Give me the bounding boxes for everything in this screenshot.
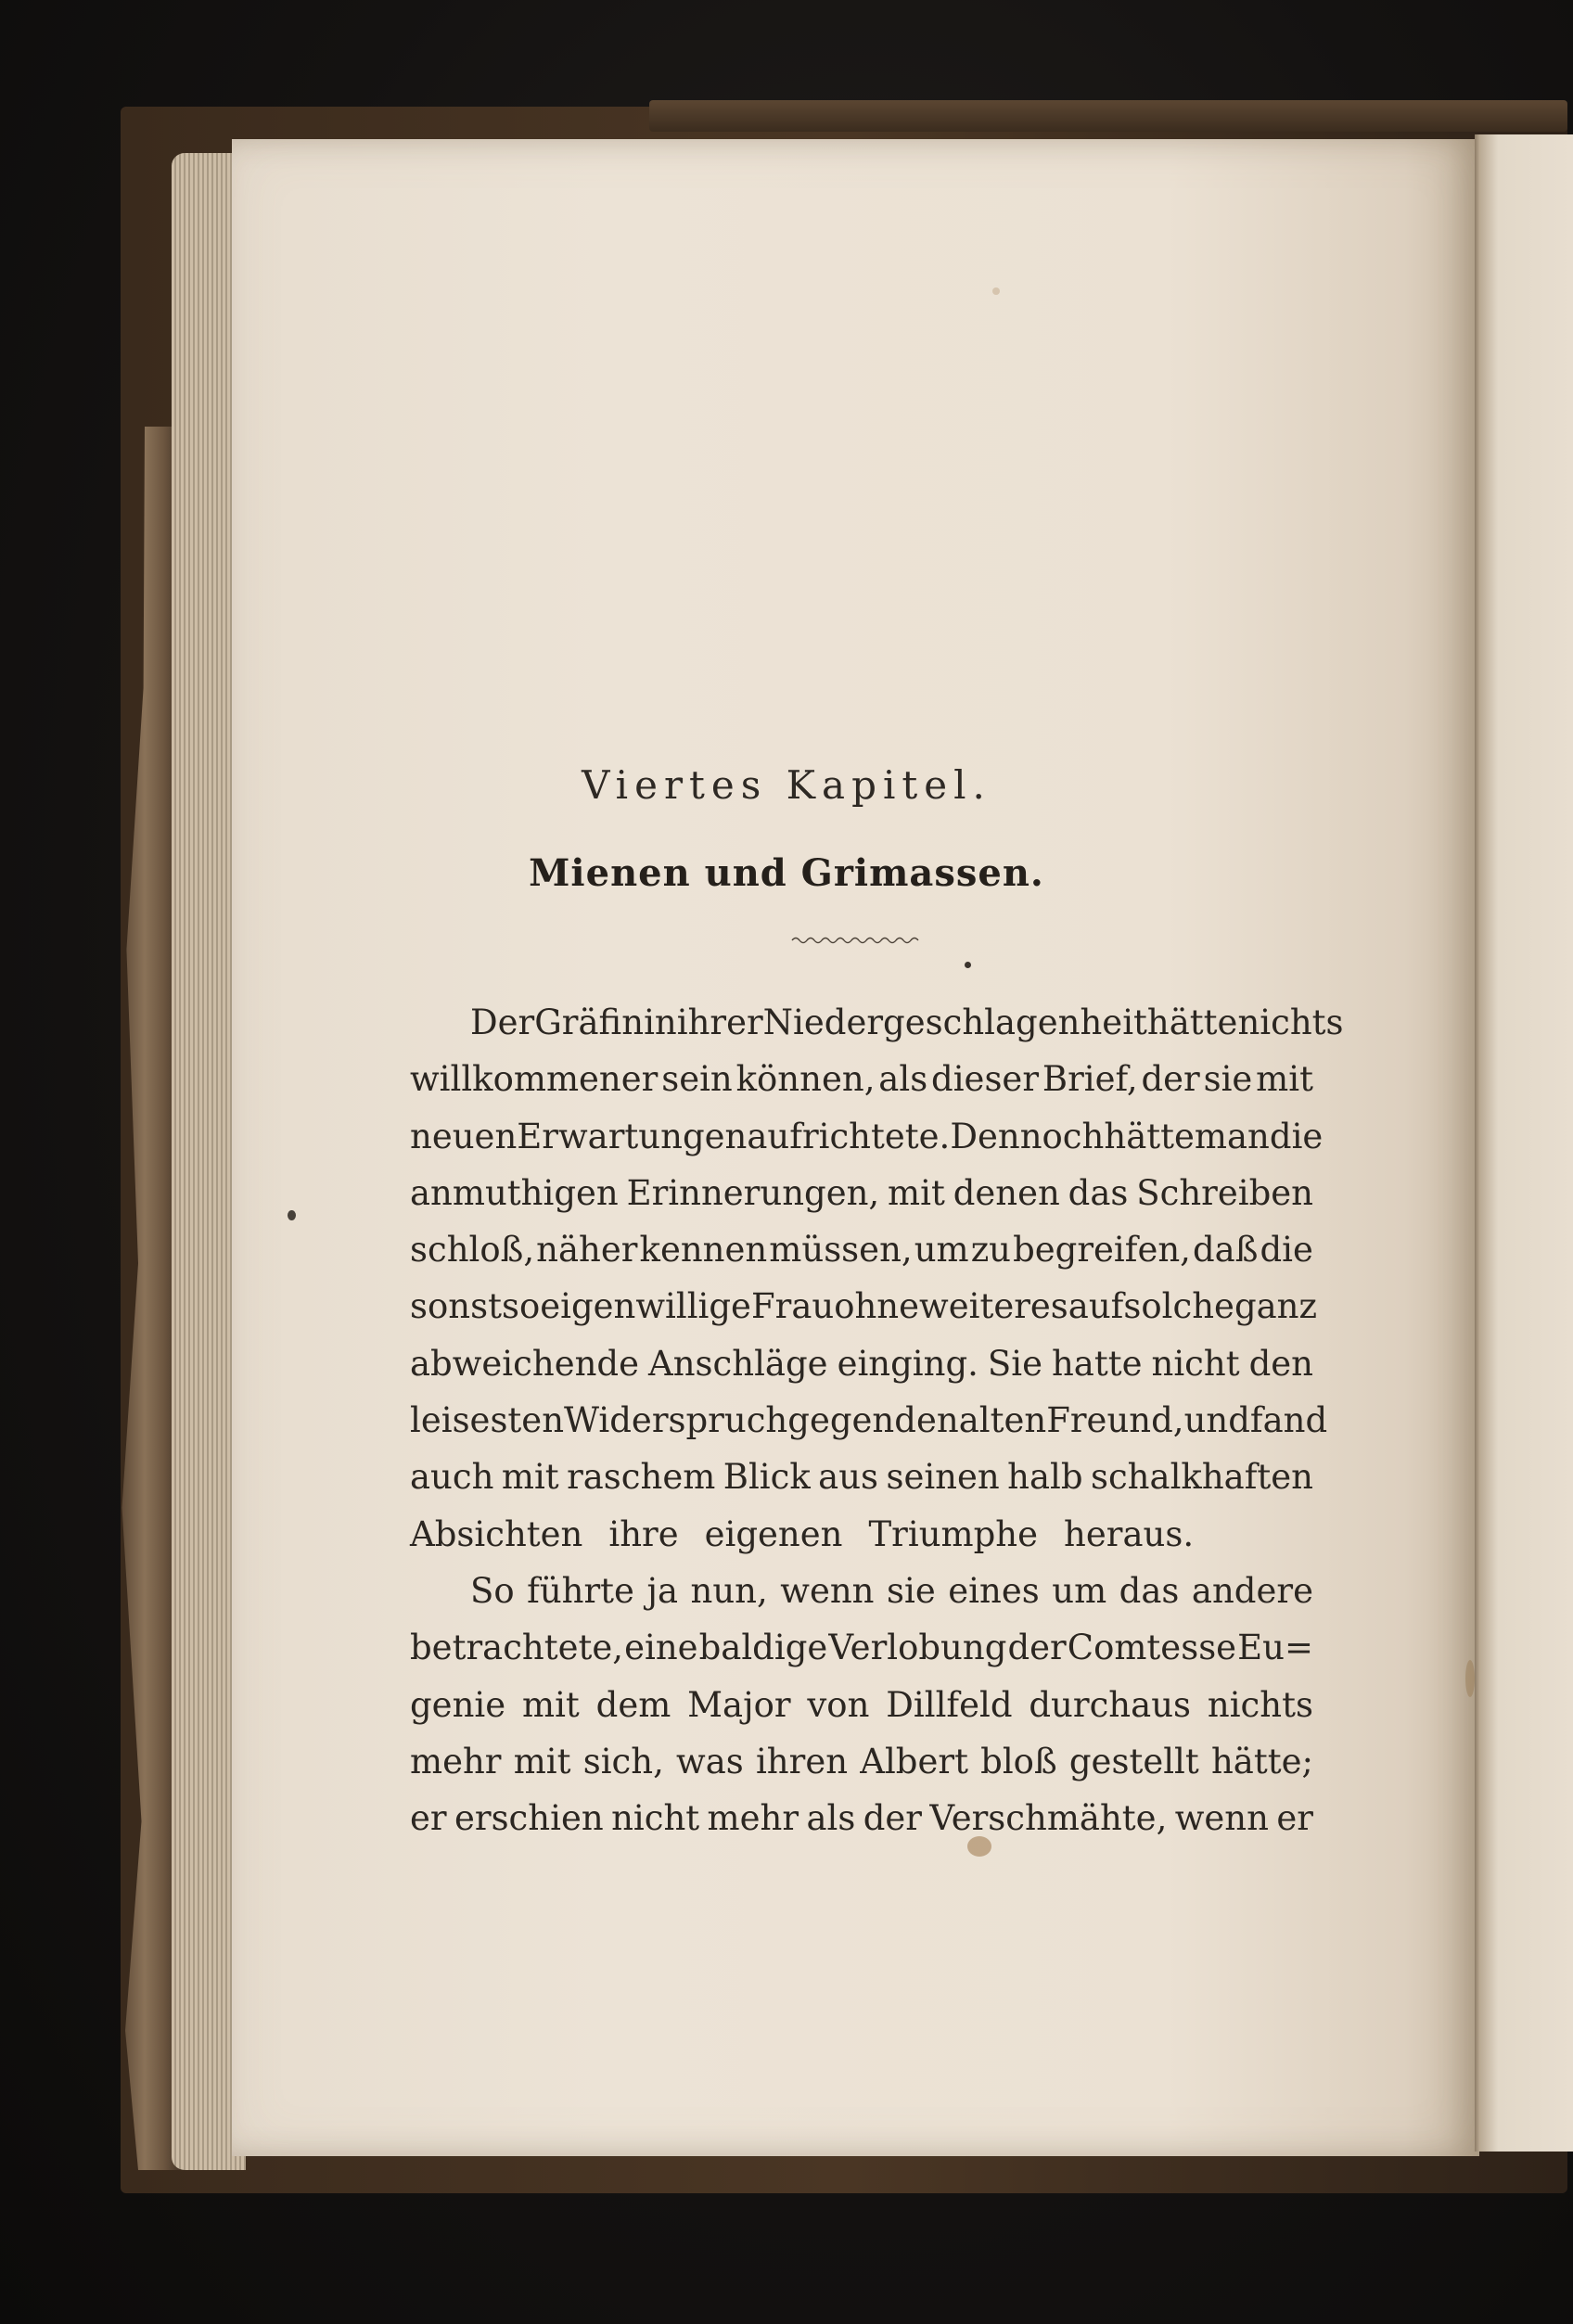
word: sich, [582,1741,664,1781]
word: er [1276,1798,1313,1839]
word: halb [1007,1457,1083,1498]
word: eigenwillige [540,1286,751,1327]
word: sie [1203,1059,1253,1100]
word: hatte [1051,1343,1143,1384]
word: durchaus [1029,1684,1192,1725]
text-line [410,1051,1313,1107]
word: Blick [723,1457,811,1498]
word: näher [536,1230,638,1271]
text-line [410,1790,1313,1846]
word: auch [410,1457,494,1498]
word: ihren [755,1741,849,1781]
word: seinen [886,1457,1000,1498]
word: mehr [707,1798,799,1839]
ink-dot [288,1210,296,1220]
word: müssen, [769,1230,913,1271]
word: aufrichtete. [747,1116,951,1156]
word: dem [595,1684,671,1725]
word: die [1260,1230,1313,1271]
word: nicht [1151,1343,1240,1384]
word: mit [888,1172,945,1213]
word: nichts [1237,1002,1344,1042]
word: eine [624,1628,698,1668]
word: Albert [860,1741,968,1781]
word: Schreiben [1136,1172,1313,1213]
word: ihrer [676,1002,763,1042]
word: bloß [980,1741,1057,1781]
word: Niedergeschlagenheit [762,1002,1147,1042]
word: Triumphe [868,1513,1039,1554]
word: Dennoch [950,1116,1105,1156]
text-line [410,1108,1324,1165]
text-line [410,1677,1313,1733]
word: Comtesse [1067,1628,1237,1668]
chapter-title: Mienen und Grimassen. [529,851,1044,895]
text-line [410,1221,1313,1278]
word: können, [735,1059,876,1100]
word: mehr [410,1741,502,1781]
word: sonst [410,1286,502,1327]
word: nichts [1207,1684,1313,1725]
word: baldige [698,1628,828,1668]
body-text [410,994,1344,1846]
word: fand [1249,1400,1328,1441]
word: abweichende [410,1343,640,1384]
word: um [914,1230,969,1271]
word: wenn [780,1570,875,1611]
word: sein [661,1059,733,1100]
word: Brief, [1042,1059,1138,1100]
word: Erinnerungen, [626,1172,880,1213]
word: so [501,1286,541,1327]
word: denen [953,1172,1060,1213]
word: mit [1256,1059,1313,1100]
word: von [807,1684,870,1725]
word: Anschläge [648,1343,828,1384]
word: der [1007,1628,1067,1668]
word: ganz [1234,1286,1318,1327]
word: erschien [454,1798,604,1839]
word: genie [410,1684,506,1725]
word: auf [1068,1286,1124,1327]
word: wenn [1174,1798,1269,1839]
word: und [1183,1400,1250,1441]
word: mit [513,1741,571,1781]
word: führte [527,1570,634,1611]
word: nun, [690,1570,768,1611]
word: raschem [567,1457,716,1498]
word: Frau [750,1286,835,1327]
word: zu [970,1230,1012,1271]
text-line [410,1392,1328,1449]
word: Verlobung [828,1628,1007,1668]
word: das [1119,1570,1180,1611]
word: gegen [787,1400,895,1441]
word: den [894,1400,959,1441]
word: in [644,1002,677,1042]
foxing-spot [992,287,1000,295]
word: kennen [639,1230,768,1271]
word: leisesten [410,1400,565,1441]
word: mit [522,1684,580,1725]
word: er [410,1798,447,1839]
word: Erwartungen [517,1116,748,1156]
word: dieser [931,1059,1040,1100]
word: anmuthigen [410,1172,619,1213]
word: ihre [608,1513,679,1554]
word: daß [1192,1230,1259,1271]
word: eigenen [704,1513,843,1554]
word: Gräfin [534,1002,645,1042]
word: begreifen, [1013,1230,1191,1271]
word: einging. [837,1343,978,1384]
text-line [410,1563,1313,1619]
gutter [1475,134,1480,2152]
word: der [863,1798,922,1839]
text-line [410,1335,1313,1392]
word: mit [501,1457,559,1498]
text-line [410,1278,1318,1334]
edge-stain [1465,1660,1475,1697]
chapter-number: Viertes Kapitel. [582,762,991,808]
word: solche [1123,1286,1234,1327]
facing-page [1479,134,1573,2152]
word: Absichten [410,1513,583,1554]
word: Dillfeld [886,1684,1013,1725]
word: schloß, [410,1230,535,1271]
ornament-divider [790,932,920,949]
word: heraus. [1064,1513,1195,1554]
word: das [1068,1172,1129,1213]
word: hätte [1104,1116,1195,1156]
word: So [470,1570,515,1611]
word: aus [818,1457,879,1498]
word: Eu= [1237,1628,1313,1668]
word: hätte; [1210,1741,1313,1781]
ink-dot [965,962,971,968]
word: die [1269,1116,1324,1156]
text-line [410,1165,1313,1221]
word: weiteres [919,1286,1068,1327]
text-line [410,1733,1313,1790]
word: Der [470,1002,535,1042]
text-line [410,1449,1313,1505]
text-line [410,1506,1313,1563]
word: schalkhaften [1090,1457,1313,1498]
word: Widerspruch [564,1400,788,1441]
word: hätte [1146,1002,1238,1042]
word: Major [687,1684,791,1725]
word: was [676,1741,744,1781]
word: gestellt [1068,1741,1199,1781]
word: Sie [987,1343,1042,1384]
text-line [410,994,1344,1051]
word: um [1052,1570,1107,1611]
text-line [410,1619,1313,1676]
word: Verschmähte, [929,1798,1168,1839]
word: betrachtete, [410,1628,624,1668]
cover-edge [649,100,1567,132]
word: andere [1191,1570,1313,1611]
word: nicht [611,1798,700,1839]
word: sie [887,1570,936,1611]
word: als [806,1798,856,1839]
word: eines [948,1570,1040,1611]
word: der [1141,1059,1200,1100]
word: den [1248,1343,1313,1384]
word: ja [646,1570,678,1611]
word: neuen [410,1116,518,1156]
word: Freund, [1046,1400,1184,1441]
word: ohne [834,1286,920,1327]
word: man [1194,1116,1270,1156]
word: willkommener [410,1059,659,1100]
word: als [878,1059,928,1100]
word: alten [958,1400,1047,1441]
